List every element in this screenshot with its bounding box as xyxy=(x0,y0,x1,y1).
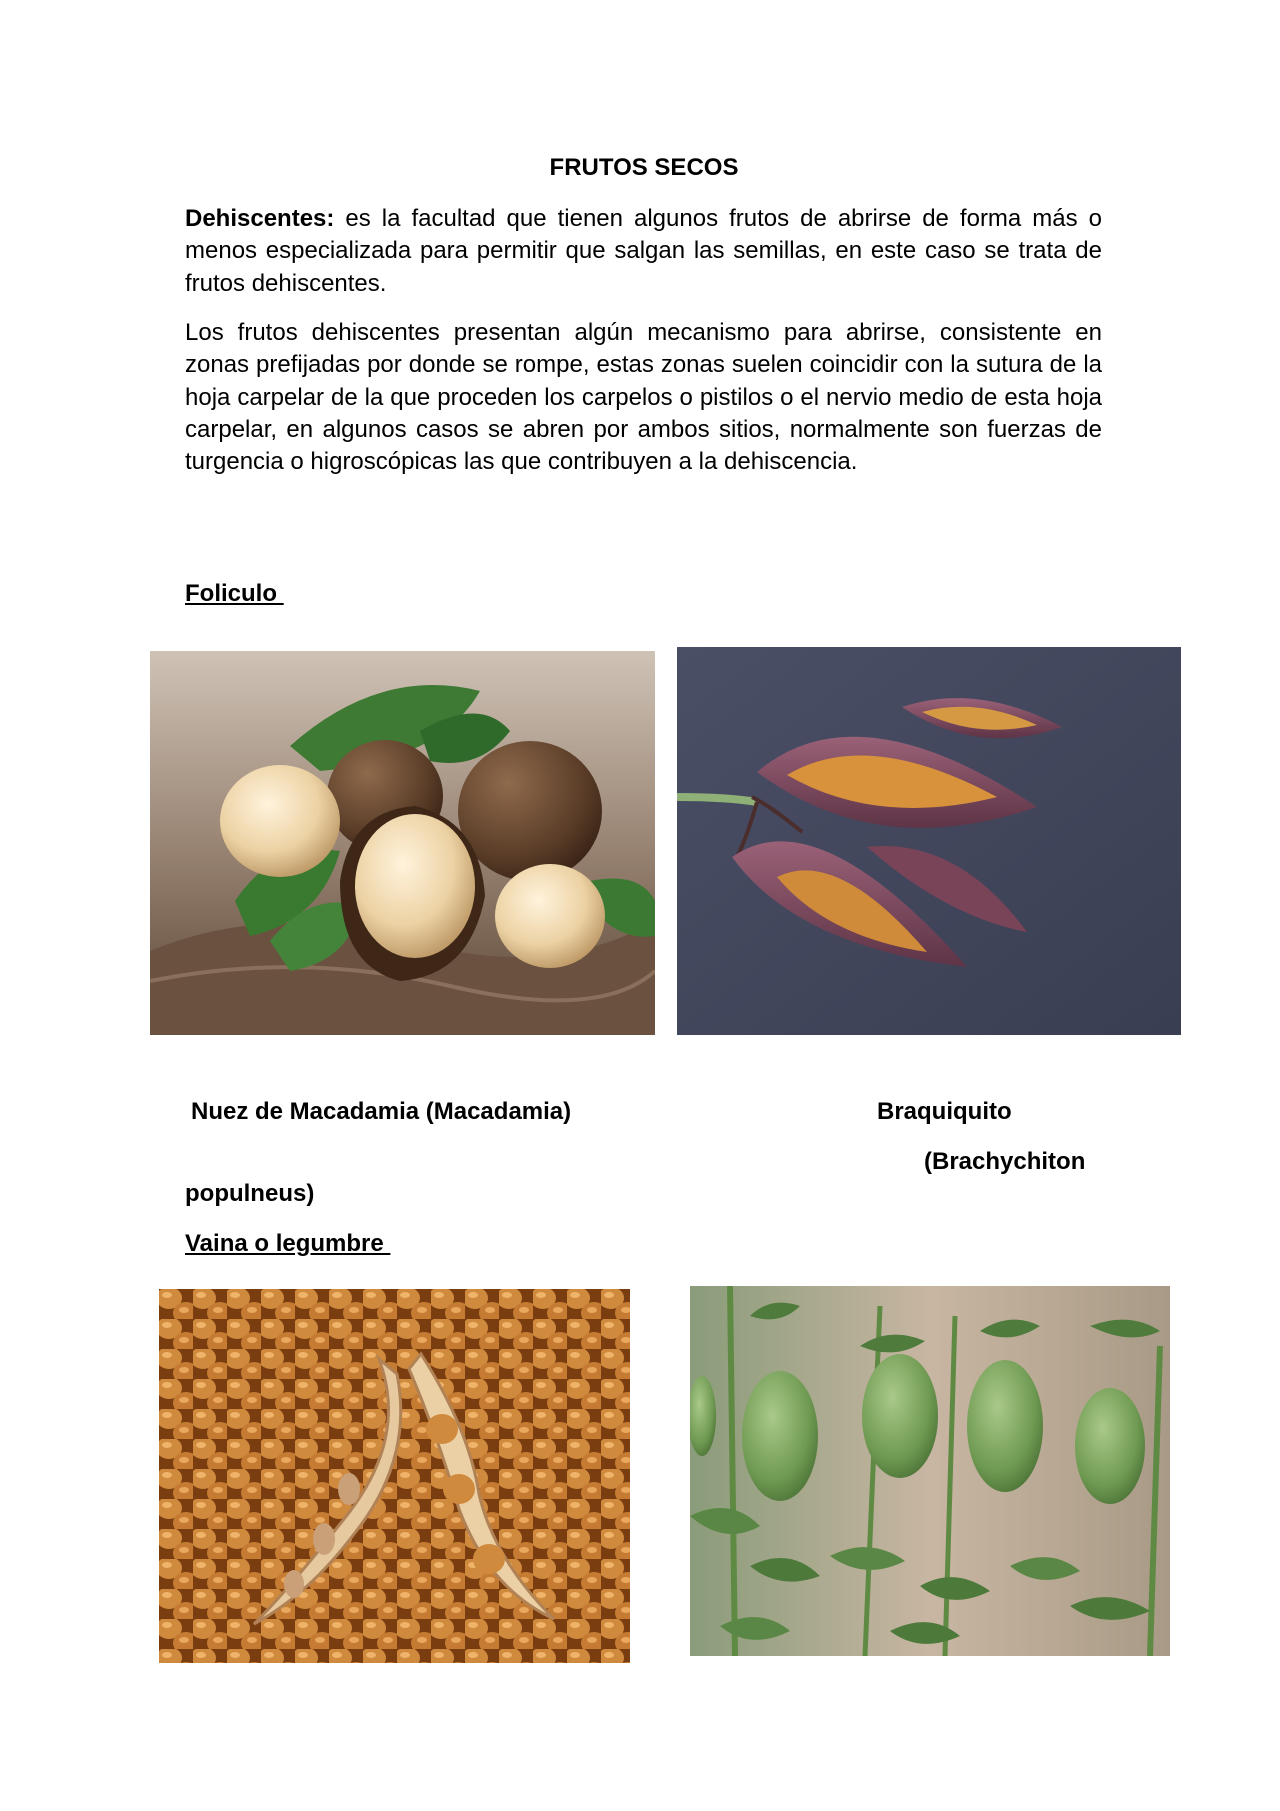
intro-text: es la facultad que tienen algunos frutos de abrirse de forma más o menos especializada para permitir que salgan las semillas, en este caso se trata de frutos dehiscentes. xyxy=(185,205,1102,297)
dehiscence-paragraph: Los frutos dehiscentes presentan algún mecanismo para abrirse, consistente en zonas prefijadas por donde se rompe, estas zonas suelen coincidir con la sutura de la hoja carpelar de la que proceden los carpelos o pistilos o el nervio medio de esta hoja carpelar, en algunos casos se abren por ambos sitios, normalmente son fuerzas de turgencia o higroscópicas las que contribuyen a la dehiscencia. xyxy=(185,319,1102,476)
page-title: FRUTOS SECOS xyxy=(549,154,739,181)
section-heading-vaina: Vaina o legumbre xyxy=(185,1230,391,1257)
caption-macadamia: Nuez de Macadamia (Macadamia) xyxy=(191,1098,572,1125)
intro-term: Dehiscentes: xyxy=(185,205,335,232)
intro-paragraph xyxy=(185,203,1102,300)
chickpea-photo xyxy=(690,1286,1170,1656)
caption-populneus: populneus) xyxy=(185,1180,315,1207)
caption-brachychiton: (Brachychiton xyxy=(924,1148,1086,1175)
section-heading-foliculo: Foliculo xyxy=(185,580,284,607)
soybean-photo xyxy=(159,1289,630,1663)
caption-braquiquito: Braquiquito xyxy=(877,1098,1012,1125)
macadamia-photo xyxy=(150,651,655,1035)
brachychiton-photo xyxy=(677,647,1181,1035)
